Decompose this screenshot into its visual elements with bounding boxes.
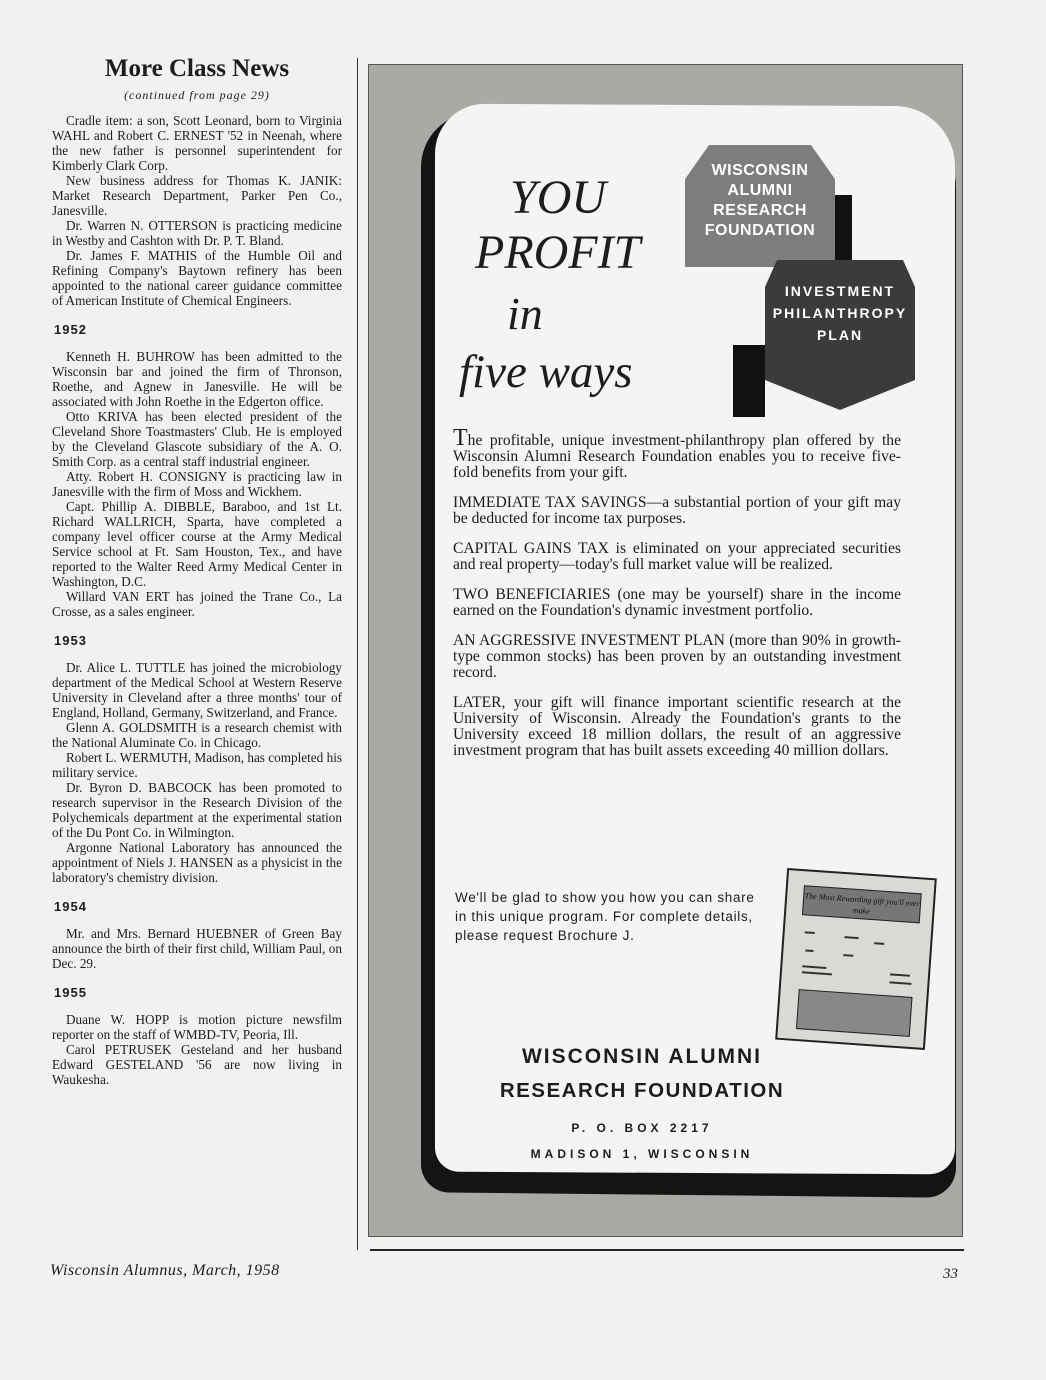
logo-line: WISCONSIN [711, 162, 809, 179]
news-item: Willard VAN ERT has joined the Trane Co., La Crosse, as a sales engineer. [52, 588, 342, 619]
news-item: Duane W. HOPP is motion picture newsfilm reporter on the staff of WMBD-TV, Peoria, Ill. [52, 1011, 342, 1042]
brochure-line [805, 931, 815, 934]
logo-line: RESEARCH [713, 202, 807, 219]
year-heading: 1954 [54, 898, 87, 914]
headline-in: in [507, 288, 543, 339]
news-item: Kenneth H. BUHROW has been admitted to the Wisconsin bar and joined the firm of Thronson, Roethe, and Agnew in Janesville. He will be associated with John Roethe in the Edgerton office. [52, 348, 342, 409]
brochure-line [889, 981, 911, 985]
news-item: Mr. and Mrs. Bernard HUEBNER of Green Bay announce the birth of their first child, William Paul, on Dec. 29. [52, 925, 342, 971]
foundation-address-block [457, 1045, 827, 1161]
headline-profit: PROFIT [475, 226, 641, 279]
logo-line: PHILANTHROPY [772, 305, 908, 321]
brochure-line [802, 971, 832, 975]
warf-logo [685, 145, 915, 405]
brochure-title: The Most Rewarding gift you'll ever make [802, 885, 922, 923]
column-divider [357, 58, 358, 1250]
page-number: 33 [943, 1266, 958, 1282]
benefit-item: LATER, your gift will finance important scientific research at the University of Wisconsin. Already the Foundation's grants to the University exceed 18 million dollars, the result of an aggressive investment program that has built assets exceeding 40 million dollars. [453, 694, 901, 759]
call-to-action: We'll be glad to show you how you can share in this unique program. For complete details, please request Brochure J. [455, 890, 755, 943]
news-item: Glenn A. GOLDSMITH is a research chemist with the National Aluminate Co. in Chicago. [52, 719, 342, 750]
news-item: New business address for Thomas K. JANIK: Market Research Department, Parker Pen Co., Janesville. [52, 172, 342, 218]
year-heading: 1953 [54, 632, 87, 648]
year-heading: 1952 [54, 321, 87, 337]
logo-line: FOUNDATION [704, 222, 816, 239]
logo-plan-text [765, 280, 915, 346]
news-item: Argonne National Laboratory has announced the appointment of Niels J. HANSEN as a physicist in the laboratory's chemistry division. [52, 839, 342, 885]
publication-footer: Wisconsin Alumnus, March, 1958 [50, 1262, 280, 1279]
news-item: Dr. Byron D. BABCOCK has been promoted to research supervisor in the Research Division of the Polychemicals department at the experimental station of the Du Pont Co. in Wilmington. [52, 779, 342, 840]
brochure-panel [796, 989, 913, 1037]
brochure-image [775, 868, 937, 1050]
brochure-line [843, 954, 853, 957]
news-item: Otto KRIVA has been elected president of the Cleveland Shore Toastmasters' Club. He is employed by the Cleveland Glascote subsidiary of the A. O. Smith Corp. as a central staff industrial engineer. [52, 408, 342, 469]
logo-line: INVESTMENT [784, 283, 896, 299]
foundation-name-2: RESEARCH FOUNDATION [499, 1079, 785, 1102]
benefit-item: CAPITAL GAINS TAX is eliminated on your appreciated securities and real property—today's full market value will be realized. [453, 540, 901, 573]
logo-line: PLAN [816, 327, 864, 343]
advertisement [368, 64, 963, 1237]
footer-rule [370, 1249, 964, 1251]
ad-intro [453, 425, 901, 481]
benefit-item: TWO BENEFICIARIES (one may be yourself) share in the income earned on the Foundation's dynamic investment portfolio. [453, 586, 901, 619]
brochure-line [874, 942, 884, 945]
foundation-name-1: WISCONSIN ALUMNI [521, 1045, 763, 1068]
continued-note: (continued from page 29) [124, 87, 270, 102]
logo-bar [733, 345, 765, 417]
benefit-item: IMMEDIATE TAX SAVINGS—a substantial portion of your gift may be deducted for income tax purposes. [453, 494, 901, 527]
logo-line: ALUMNI [727, 182, 793, 199]
benefit-item: AN AGGRESSIVE INVESTMENT PLAN (more than 90% in growth-type common stocks) has been proven by an outstanding investment record. [453, 632, 901, 681]
ad-intro-text: he profitable, unique investment-philanthropy plan offered by the Wisconsin Alumni Research Foundation enables you to receive five-fold benefits from your gift. [453, 432, 901, 481]
year-heading: 1955 [54, 984, 87, 1000]
news-item: Dr. James F. MATHIS of the Humble Oil and Refining Company's Baytown refinery has been appointed to the national career guidance committee of American Institute of Chemical Engineers. [52, 247, 342, 308]
brochure-line [802, 965, 826, 969]
news-item: Cradle item: a son, Scott Leonard, born to Virginia WAHL and Robert C. ERNEST '52 in Neenah, where the new father is personnel superintendent for Kimberly Clark Corp. [52, 112, 342, 173]
class-news-column [52, 55, 342, 1087]
brochure-line [890, 973, 910, 976]
headline-you: YOU [510, 171, 607, 224]
ad-body-copy [453, 425, 901, 773]
news-item: Dr. Warren N. OTTERSON is practicing medicine in Westby and Cashton with Dr. P. T. Bland. [52, 217, 342, 248]
logo-foundation-text [685, 161, 835, 241]
po-box: P. O. BOX 2217 [571, 1121, 713, 1135]
news-item: Dr. Alice L. TUTTLE has joined the microbiology department of the Medical School at Western Reserve University in Cleveland after a three months' tour of England, Holland, Germany, Switzerland, and France. [52, 659, 342, 720]
drop-cap: T [453, 425, 468, 451]
brochure-line [844, 936, 858, 939]
news-item: Robert L. WERMUTH, Madison, has completed his military service. [52, 749, 342, 780]
news-item: Capt. Phillip A. DIBBLE, Baraboo, and 1st Lt. Richard WALLRICH, Sparta, have completed a company level officer course at the Army Medical Service school at Ft. Sam Houston, Tex., and have reported to the Walter Reed Army Medical Center in Washington, D.C. [52, 498, 342, 589]
column-title: More Class News [104, 55, 290, 82]
news-item: Atty. Robert H. CONSIGNY is practicing law in Janesville with the firm of Moss and Wickhem. [52, 468, 342, 499]
news-item: Carol PETRUSEK Gesteland and her husband Edward GESTELAND '56 are now living in Waukesha. [52, 1041, 342, 1087]
city-state: MADISON 1, WISCONSIN [530, 1147, 754, 1161]
headline-five-ways: five ways [459, 346, 633, 398]
brochure-line [805, 949, 813, 952]
